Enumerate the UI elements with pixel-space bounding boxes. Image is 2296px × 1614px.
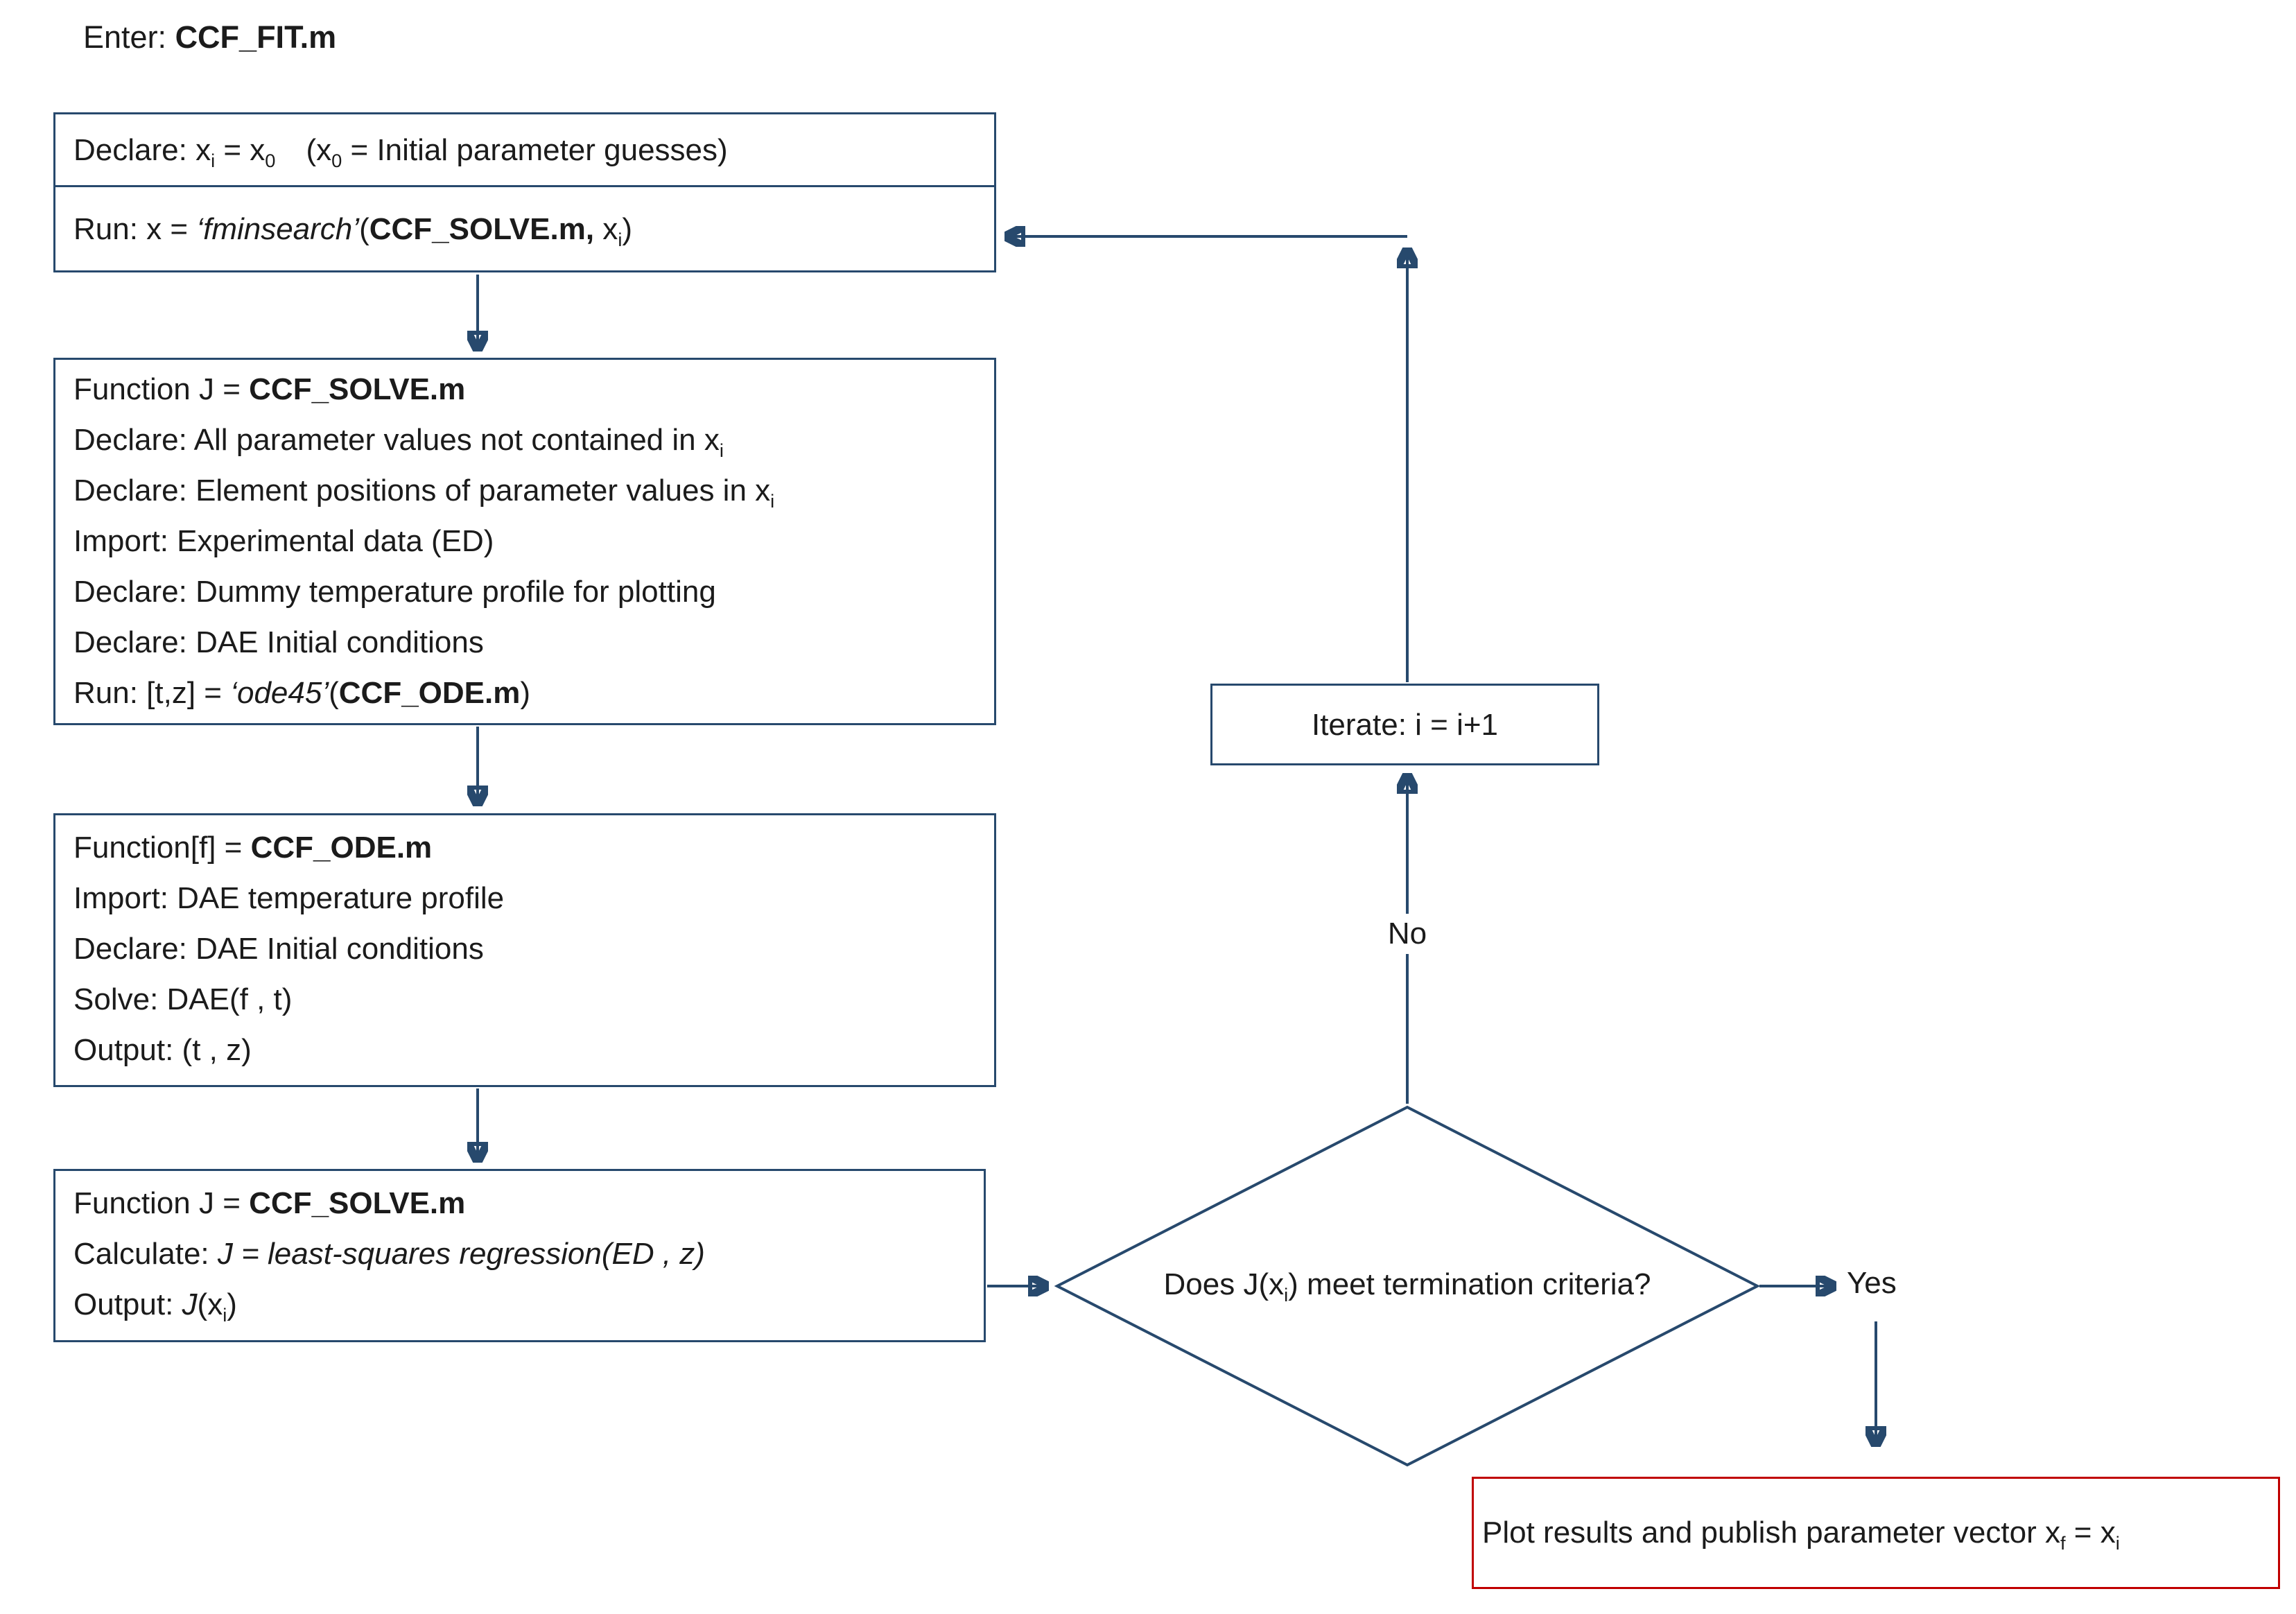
iterate-box <box>1210 684 1599 765</box>
text-line: Function J = CCF_SOLVE.m <box>73 1186 466 1220</box>
final-line: Plot results and publish parameter vector $x_f = x_i$ <box>1482 1516 2120 1554</box>
text-line: Declare: All parameter values not contained in $x_i$ <box>73 423 724 461</box>
text-line: Import: Experimental data (ED) <box>73 524 494 558</box>
yes-branch-label: Yes <box>1847 1266 1897 1300</box>
text-line: Output: (t , z) <box>73 1033 252 1067</box>
page-title: Enter: CCF_FIT.m <box>83 19 337 55</box>
text-line: Declare: DAE Initial conditions <box>73 625 484 659</box>
declare-line: Declare: $x_i = x_0$ ($x_0$ = Initial parameter guesses) <box>73 132 728 171</box>
ccf-ode-box <box>53 813 996 1087</box>
text-line: Run: [t,z] = ‘ode45’(CCF_ODE.m) <box>73 676 531 710</box>
text-line: Declare: Element positions of parameter values in $x_i$ <box>73 474 775 512</box>
ccf-solve-output-box <box>53 1169 986 1342</box>
ccf-solve-box <box>53 358 996 725</box>
text-line: Function J = CCF_SOLVE.m <box>73 372 466 406</box>
text-line: Function[f] = CCF_ODE.m <box>73 831 433 865</box>
final-output-box <box>1472 1477 2280 1589</box>
fminsearch-run-box <box>53 185 996 272</box>
run-line: Run: x = ‘fminsearch’(CCF_SOLVE.m, $x_i$) <box>73 211 633 250</box>
declare-initial-box <box>53 112 996 187</box>
text-line: Output: $J(x_i)$ <box>73 1287 237 1326</box>
text-line: Import: DAE temperature profile <box>73 881 505 915</box>
text-line: Declare: DAE Initial conditions <box>73 932 484 966</box>
text-line: Declare: Dummy temperature profile for plotting <box>73 575 716 609</box>
iterate-line: Iterate: i = i+1 <box>1311 707 1499 742</box>
no-branch-label: No <box>1366 914 1449 954</box>
text-line: Solve: DAE(f , t) <box>73 982 293 1016</box>
decision-label: Does $J(x_i)$ meet termination criteria? <box>1163 1267 1651 1305</box>
text-line: Calculate: J = least-squares regression(ED , z) <box>73 1237 705 1271</box>
